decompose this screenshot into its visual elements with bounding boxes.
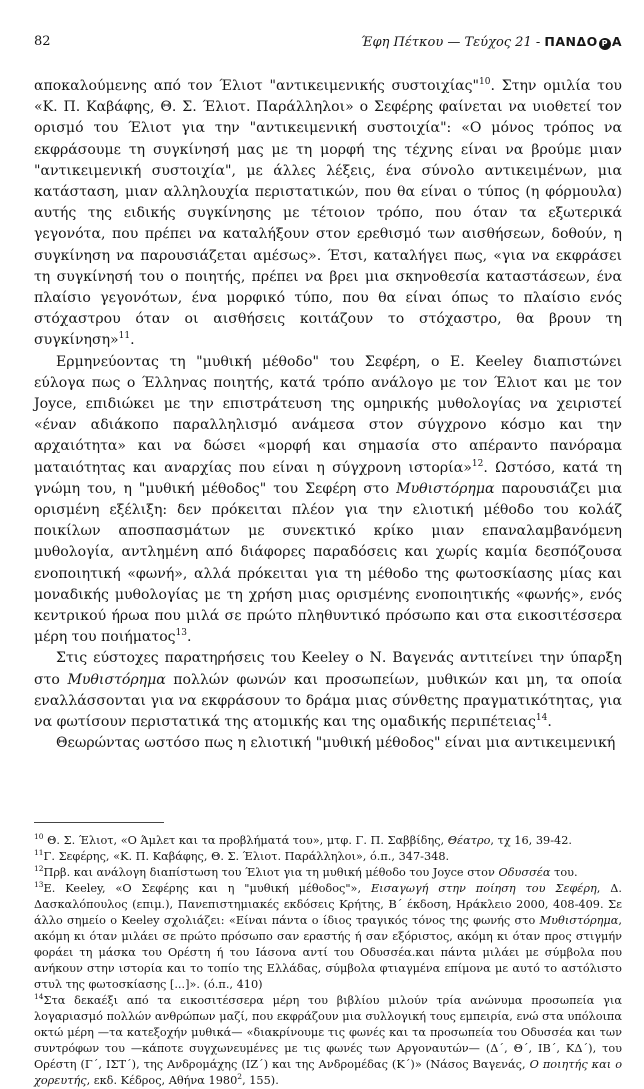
page-number: 82 — [34, 34, 51, 49]
footnote-number: 10 — [34, 832, 44, 841]
footnote-10 — [34, 833, 622, 849]
journal-title: Θέατρο — [447, 834, 491, 847]
text-run: αποκαλούμενης από τον Έλιοτ "αντικειμενικής συστοιχίας" — [34, 78, 480, 94]
book-title: Μυθιστόρημα — [539, 914, 619, 927]
running-header — [34, 32, 622, 54]
book-title: Οδυσσέα — [498, 866, 551, 879]
footnote-text: Θ. Σ. Έλιοτ, «Ο Άμλετ και τα προβλήματά του», μτφ. Γ. Π. Σαββίδης, — [43, 834, 448, 847]
text-run: παρουσιάζει μια ορισμένη εξέλιξη: δεν πρόκειται πλέον για την ελιοτική μέθοδο του κολάζ ποικίλων αποσπασμάτων με συνεκτικό κρίκο μιαν επαναλαμβανόμενη μυθολογία, αντλημένη από διάφορες παραδόσεις και χωρίς καμία δεσπόζουσα ενοποιητική «φωνή», αλλά πρόκειται για τη μέθοδο της φωτοσκίασης μίας και μοναδικής μυθολογίας με τη χρήση μιας ορισμένης ενοποιητικής «φωνής», ενός κεντρικού ήρωα που μιλά σε πρώτο πληθυντικό πρόσωπο και στα εικοσιτέσσερα μέρη του ποιήματος — [34, 480, 622, 646]
text-run: . — [187, 629, 192, 646]
book-title: Εισαγωγή στην ποίηση του Σεφέρη — [370, 882, 597, 895]
text-run: . Ωστόσο, κατά τη γνώμη του, η "μυθική μέθοδος" του Σεφέρη στο — [34, 459, 622, 497]
text-run: Θεωρώντας ωστόσο πως η ελιοτική "μυθική μέθοδος" είναι μια αντικειμενική — [56, 735, 616, 752]
footnote-text: E. Keeley, «Ο Σεφέρης και η "μυθική μέθοδος"», — [43, 882, 371, 895]
brand-text-pre: ΠΑΝΔΟ — [544, 34, 598, 49]
footnotes — [34, 833, 622, 1089]
footnote-14 — [34, 993, 622, 1089]
separator: — — [443, 35, 465, 50]
footnote-11 — [34, 849, 622, 865]
running-head-title — [361, 34, 622, 50]
text-run: . Στην ομιλία του «Κ. Π. Καβάφης, Θ. Σ. Έλιοτ. Παράλληλοι» ο Σεφέρης φαίνεται να υιοθετεί τον ορισμό του Έλιοτ για την "αντικειμενική συστοιχία": «Ο μόνος τρόπος να εκφράσουμε τη συγκίνησή μας με τη μορφή της τέχνης είναι να βρούμε μιαν "αντικειμενική συστοιχία", με άλλες λέξεις, ένα σύνολο αντικειμένων, μια κατάσταση, μιαν αλληλουχία περιστατικών, που θα είναι ο τύπος (η φόρμουλα) αυτής της ειδικής συγκίνησης με τέτοιον τρόπο, που όταν τα εξωτερικά γεγονότα, που πρέπει να καταλήξουν στον ερεθισμό των αισθήσεων, δοθούν, η συγκίνηση να παρουσιάζεται αμέσως». Έτσι, καταλήγει πως, «για να εκφράσει τη συγκίνησή του ο ποιητής, πρέπει να βρει μια σκηνοθεσία καταστάσεων, ένα πλαίσιο γεγονότων, ένα μορφικό τύπο, που θα είναι όπως το πλαίσιο ενός στόχαστρου όταν οι αισθήσεις κοιτάζουν το στόχαστρο, θα βρουν τη συγκίνηση» — [34, 78, 622, 349]
footnote-13 — [34, 881, 622, 993]
text-run: . — [130, 332, 135, 349]
footnote-ref-14: 14 — [535, 713, 548, 724]
brand-logo — [544, 34, 622, 49]
footnote-number: 14 — [34, 992, 44, 1001]
text-run: πολλών φωνών και προσωπείων, μυθικών και μη, τα οποία εναλλάσσονται για να εκφράσουν το δράμα μιας σύνθετης πραγματικότητας, για να φωτίσουν περιστατικά της ατομικής και της ομαδικής περιπέτειας — [34, 671, 622, 731]
author-title: Έφη Πέτκου — [360, 35, 444, 50]
text-run: . — [547, 714, 552, 731]
footnote-text: , 155). — [242, 1074, 279, 1087]
main-body — [34, 76, 622, 755]
book-title: Ο ποιητής και ο χορευτής — [34, 1058, 622, 1087]
book-title: Μυθιστόρημα — [396, 480, 495, 497]
footnote-text: του. — [550, 866, 578, 879]
dash: - — [531, 35, 545, 50]
footnote-ref-13: 13 — [175, 628, 188, 639]
footnote-text: , Δ. Δασκαλόπουλος (επιμ.), Πανεπιστημιακές εκδόσεις Κρήτης, Β΄ έκδοση, Ηράκλειο 2000, 408-409. Σε άλλο σημείο ο Keeley σχολιάζει: «Είναι πάντα ο ίδιος τραγικός τόνος της φωνής στο — [34, 882, 622, 927]
paragraph-2 — [34, 352, 622, 649]
footnote-text: , ακόμη κι όταν μιλάει σε πρώτο πρόσωπο σαν εραστής ή σαν εξόριστος, ακόμη κι όταν προς στιγμήν φοράει τη μάσκα του Ορέστη ή του Ιάσονα αντί του Οδυσσέα.και πάντα μιλάει με σύμβολα που ανήκουν στην ιστορία και το τοπίο της Ελλάδας, σύμβολα φτιαγμένα επίμονα με αυτό το αστόλιστο στυλ της φωτοσκίασης [...]». (ό.π., 410) — [34, 914, 622, 991]
book-title: Μυθιστόρημα — [67, 671, 166, 688]
footnote-number: 11 — [34, 848, 44, 857]
footnote-separator-rule — [34, 822, 164, 823]
footnote-text: , εκδ. Κέδρος, Αθήνα 1980 — [86, 1074, 238, 1087]
footnote-12 — [34, 865, 622, 881]
brand-logo-icon: Ρ — [599, 38, 611, 50]
footnote-number: 12 — [34, 864, 44, 873]
footnote-ref-12: 12 — [471, 458, 484, 469]
footnote-text: Πρβ. και ανάλογη διαπίστωση του Έλιοτ για τη μυθική μέθοδο του Joyce στον — [43, 866, 499, 879]
paragraph-4 — [34, 733, 622, 754]
text-run: Ερμηνεύοντας τη "μυθική μέθοδο" του Σεφέρη, ο E. Keeley διαπιστώνει εύλογα πως ο Έλληνας ποιητής, κατά τρόπο ανάλογο με τον Έλιοτ και με τον Joyce, επιδιώκει με την επιστράτευση της ομηρικής μυθολογίας να χειριστεί «έναν αδιάκοπο παραλληλισμό ανάμεσα στον σύγχρονο κόσμο και την αρχαιότητα» και να δώσει «μορφή και σημασία στο απέραντο πανόραμα ματαιότητας και αναρχίας που είναι η σύγχρονη ιστορία» — [34, 353, 622, 476]
footnote-ref-11: 11 — [118, 331, 131, 342]
brand-text-post: Α — [611, 34, 622, 49]
paragraph-1 — [34, 76, 622, 352]
paragraph-3 — [34, 648, 622, 733]
issue-number: Τεύχος 21 — [464, 35, 532, 50]
edition-superscript: 2 — [237, 1072, 243, 1081]
footnote-ref-10: 10 — [479, 77, 491, 87]
footnote-text: Γ. Σεφέρης, «Κ. Π. Καβάφης, Θ. Σ. Έλιοτ. Παράλληλοι», ό.π., 347-348. — [43, 850, 450, 863]
footnote-text: , τχ 16, 39-42. — [490, 834, 572, 847]
text-run: Στις εύστοχες παρατηρήσεις του Keeley ο Ν. Βαγενάς αντιτείνει την ύπαρξη στο — [34, 650, 622, 688]
footnote-text: Στα δεκαέξι από τα εικοσιτέσσερα μέρη του βιβλίου μιλούν τρία ανώνυμα προσωπεία για λογαριασμό πολλών ανθρώπων μαζί, που εκφράζουν μια συλλογική τους εμπειρία, ενώ στα υπόλοιπα οκτώ μέρη —τα κατεξοχήν μυθικά— «διακρίνουμε τις φωνές και τα προσωπεία του Οδυσσέα και των συντρόφων του —κάποτε συγχωνευμένες με τις φωνές των Αργοναυτών— (Δ΄, Θ΄, ΙΒ΄, ΚΔ΄), του Ορέστη (Γ΄, ΙΣΤ΄), της Ανδρομάχης (ΙΖ΄) και της Ανδρομέδας (Κ΄)» (Νάσος Βαγενάς, — [34, 994, 622, 1071]
footnote-number: 13 — [34, 880, 44, 889]
